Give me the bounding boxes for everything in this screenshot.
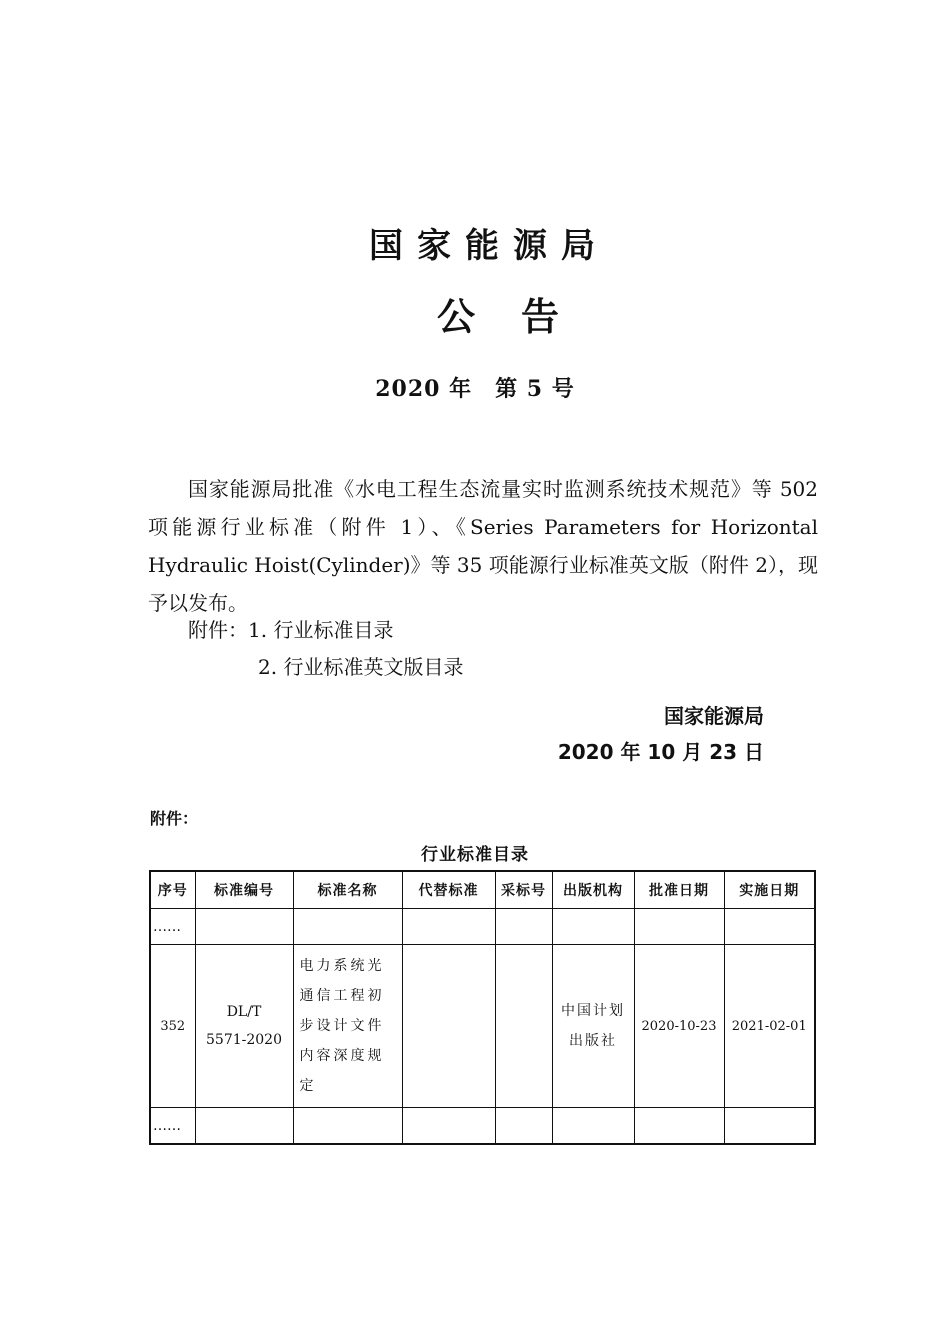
signature-org: 国家能源局 [664,704,764,728]
empty-cell [724,1108,815,1145]
document-notice-title: 公告 [436,295,605,339]
empty-cell [195,909,293,945]
col-header-name: 标准名称 [293,871,402,909]
cell-replaces [402,945,495,1108]
ellipsis-cell: …… [150,1108,195,1145]
notice-paragraph: 国家能源局批准《水电工程生态流量实时监测系统技术规范》等 502 项能源行业标准（附件 1）、《Series Parameters for Horizontal Hydraulic Hoist(Cylinder)》等 35 项能源行业标准英文版（附件 2），现予以发布。 [148,477,818,615]
empty-cell [634,909,724,945]
col-header-publisher: 出版机构 [552,871,634,909]
table-row-ellipsis-top [150,909,815,945]
cell-effective: 2021-02-01 [724,945,815,1108]
empty-cell [293,1108,402,1145]
cell-publisher-line2: 出版社 [569,1033,617,1049]
cell-code-line2: 5571-2020 [206,1032,282,1048]
table-row-ellipsis-bottom [150,1108,815,1145]
empty-cell [724,909,815,945]
ellipsis-cell: …… [150,909,195,945]
empty-cell [552,909,634,945]
signature-date: 2020 年 10 月 23 日 [557,740,764,764]
attachment-list [188,612,463,686]
cell-approved: 2020-10-23 [634,945,724,1108]
cell-publisher-line1: 中国计划 [561,1003,625,1019]
empty-cell [402,1108,495,1145]
empty-cell [195,1108,293,1145]
cell-seq: 352 [150,945,195,1108]
document-org-title: 国家能源局 [369,226,609,266]
empty-cell [495,1108,552,1145]
empty-cell [634,1108,724,1145]
col-header-approved: 批准日期 [634,871,724,909]
cell-publisher [552,945,634,1108]
appendix-label: 附件： [150,809,199,828]
empty-cell [495,909,552,945]
col-header-code: 标准编号 [195,871,293,909]
cell-code [195,945,293,1108]
appendix-table-title: 行业标准目录 [421,845,529,865]
attachment-item-2: 2. 行业标准英文版目录 [258,655,464,679]
col-header-seq: 序号 [150,871,195,909]
attachments-label: 附件： [188,618,248,642]
attachment-1-text: 1. 行业标准目录 [248,618,394,642]
table-header-row [150,871,815,909]
notice-body [148,470,818,622]
empty-cell [552,1108,634,1145]
cell-name: 电力系统光通信工程初步设计文件内容深度规定 [293,945,402,1108]
cell-adopted [495,945,552,1108]
attachment-item-1 [188,612,463,649]
col-header-effective: 实施日期 [724,871,815,909]
cell-code-line1: DL/T [226,1004,262,1020]
table-row [150,945,815,1108]
col-header-replaces: 代替标准 [402,871,495,909]
standards-table [149,870,816,1145]
empty-cell [293,909,402,945]
col-header-adopted: 采标号 [495,871,552,909]
empty-cell [402,909,495,945]
issue-number: 2020 年 第 5 号 [375,376,575,402]
